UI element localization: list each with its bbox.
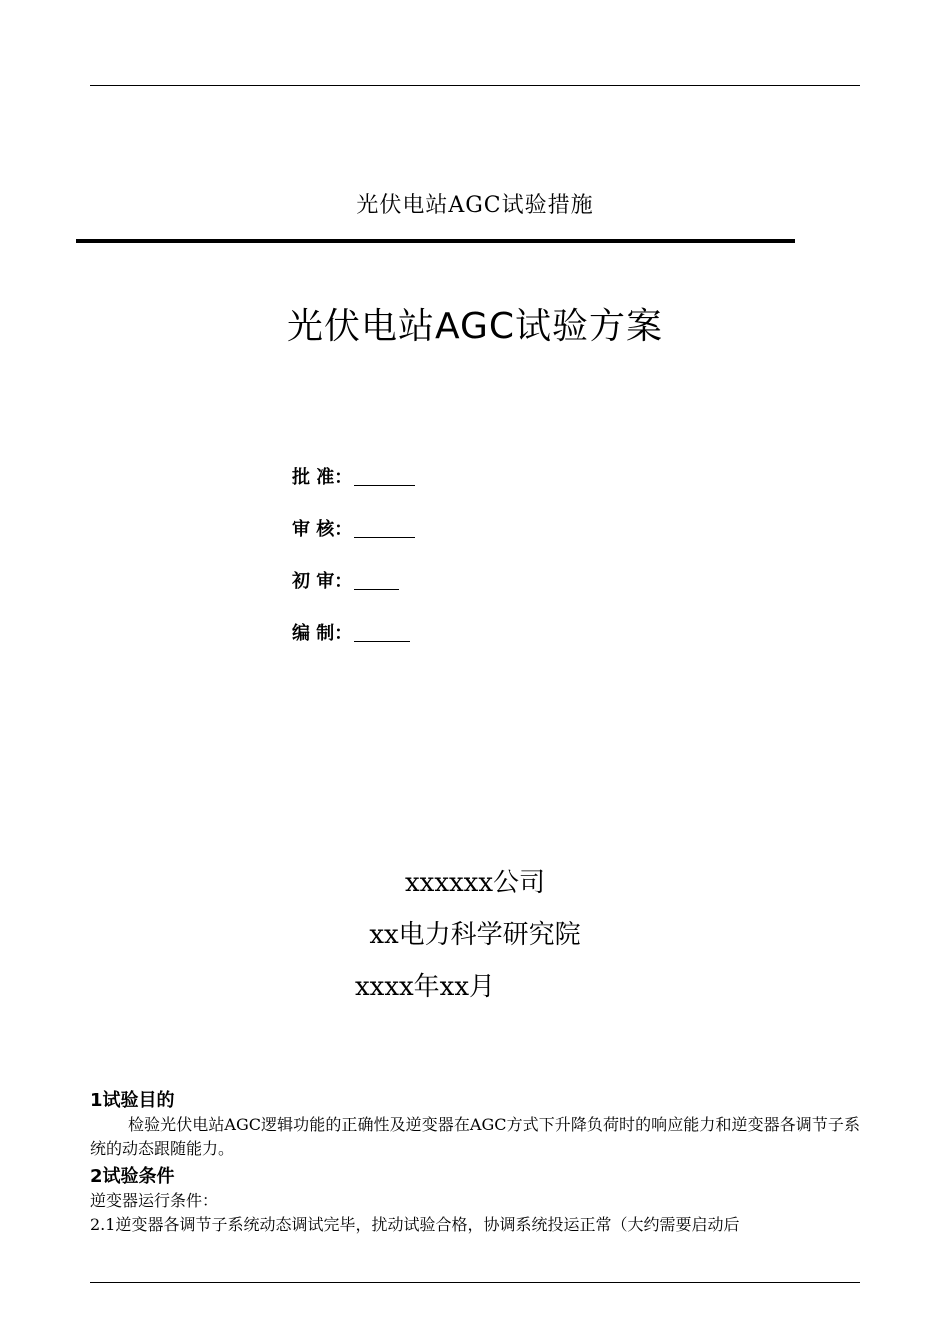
section-1-heading: 1试验目的 <box>90 1090 175 1111</box>
footer-rule <box>90 1282 860 1283</box>
title-divider <box>76 239 795 243</box>
signoff-review-line <box>354 537 415 538</box>
signoff-compile <box>292 593 415 645</box>
header-rule <box>90 85 860 86</box>
signoff-block <box>292 437 415 645</box>
signoff-initial-review <box>292 541 415 593</box>
company-name: xxxxxx公司 <box>405 868 545 898</box>
signoff-compile-line <box>354 641 410 642</box>
institute-name: xx电力科学研究院 <box>369 920 581 950</box>
running-header-title: 光伏电站AGC试验措施 <box>356 193 594 218</box>
section-2-intro: 逆变器运行条件： <box>90 1191 219 1210</box>
signoff-approve-label: 批 准： <box>292 467 353 488</box>
signoff-initial-review-line <box>354 589 399 590</box>
signoff-review-label: 审 核： <box>292 519 353 540</box>
signoff-review <box>292 489 415 541</box>
document-date: xxxx年xx月 <box>355 972 495 1002</box>
signoff-approve-line <box>354 485 415 486</box>
section-1-body: 检验光伏电站AGC逻辑功能的正确性及逆变器在AGC方式下升降负荷时的响应能力和逆变器各调节子系统的动态跟随能力。 <box>90 1115 860 1158</box>
section-1 <box>90 1089 860 1161</box>
signoff-compile-label: 编 制： <box>292 623 353 644</box>
section-2-heading: 2试验条件 <box>90 1166 175 1187</box>
document-title: 光伏电站AGC试验方案 <box>286 306 664 347</box>
signoff-approve <box>292 437 415 489</box>
section-2-item-1: 2.1逆变器各调节子系统动态调试完毕，扰动试验合格，协调系统投运正常（大约需要启动后 <box>90 1215 740 1234</box>
signoff-initial-review-label: 初 审： <box>292 571 353 592</box>
section-2 <box>90 1165 860 1237</box>
